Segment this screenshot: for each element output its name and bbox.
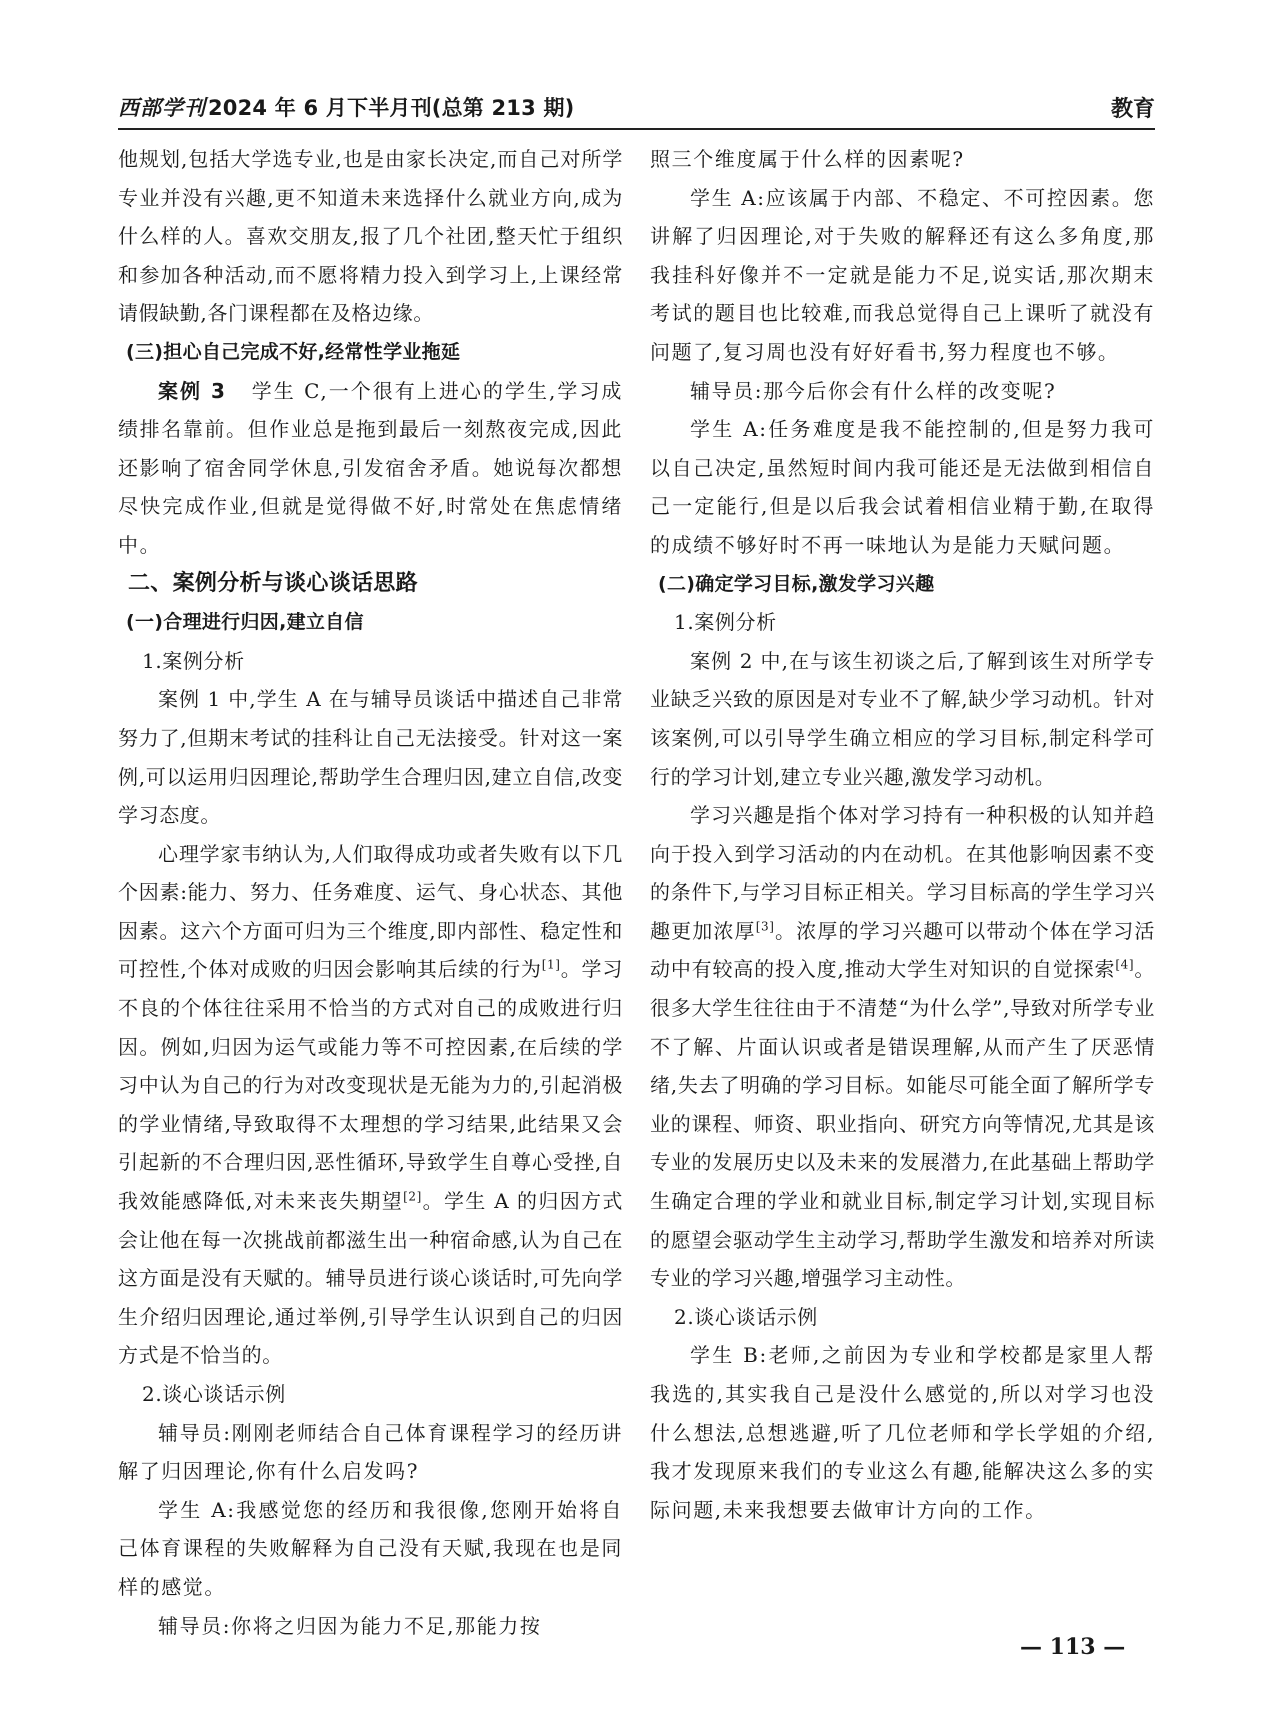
dialogue-line: 辅导员:那今后你会有什么样的改变呢? xyxy=(690,378,1057,403)
right-column xyxy=(650,140,1155,1529)
header-rule xyxy=(118,128,1155,130)
paragraph: 案例 1 中,学生 A 在与辅导员谈话中描述自己非常努力了,但期末考试的挂科让自己无法接受。针对这一案例,可以运用归因理论,帮助学生合理归因,建立自信,改变学习态度。 xyxy=(118,687,623,828)
issue-info: 2024 年 6 月下半月刊(总第 213 期) xyxy=(208,96,575,120)
citation: [1] xyxy=(541,957,561,972)
page-header xyxy=(118,92,1155,132)
paragraph: 他规划,包括大学选专业,也是由家长决定,而自己对所学专业并没有兴趣,更不知道未来选择什么就业方向,成为什么样的人。喜欢交朋友,报了几个社团,整天忙于组织和参加各种活动,而不愿将精力投入到学习上,上课经常请假缺勤,各门课程都在及格边缘。 xyxy=(118,147,623,326)
dialogue-line: 辅导员:刚刚老师结合自己体育课程学习的经历讲解了归因理论,你有什么启发吗? xyxy=(118,1420,623,1484)
journal-logo: 西部学刊 xyxy=(118,95,206,120)
left-column xyxy=(118,140,623,1645)
paragraph xyxy=(118,835,623,1375)
part-heading: 二、案例分析与谈心谈话思路 xyxy=(128,570,418,596)
numbered-heading: 2.谈心谈话示例 xyxy=(142,1382,286,1406)
text-run: 学习兴趣是指个体对学习持有一种积极的认知并趋向于投入到学习活动的内在动机。在其他影响因素不变的条件下,与学习目标正相关。学习目标高的学生学习兴趣更加浓厚 xyxy=(650,803,1155,943)
numbered-heading: 1.案例分析 xyxy=(142,648,245,673)
citation: [2] xyxy=(403,1189,422,1204)
citation: [3] xyxy=(755,919,775,934)
case-paragraph xyxy=(118,372,623,565)
section-heading: (三)担心自己完成不好,经常性学业拖延 xyxy=(126,340,461,363)
text-run: 。很多大学生往往由于不清楚“为什么学”,导致对所学专业不了解、片面认识或者是错误理解,从而产生了厌恶情绪,失去了明确的学习目标。如能尽可能全面了解所学专业的课程、师资、职业指向、研究方向等情况,尤其是该专业的发展历史以及未来的发展潜力,在此基础上帮助学生确定合理的学业和就业目标,制定学习计划,实现目标的愿望会驱动学生主动学习,帮助学生激发和培养对所读专业的学习兴趣,增强学习主动性。 xyxy=(650,957,1155,1291)
text-run: 心理学家韦纳认为,人们取得成功或者失败有以下几个因素:能力、努力、任务难度、运气、身心状态、其他因素。这六个方面可归为三个维度,即内部性、稳定性和可控性,个体对成败的归因会影响其后续的行为 xyxy=(118,841,623,982)
case-text: 学生 C,一个很有上进心的学生,学习成绩排名靠前。但作业总是拖到最后一刻熬夜完成,因此还影响了宿舍同学休息,引发宿舍矛盾。她说每次都想尽快完成作业,但就是觉得做不好,时常处在焦虑情绪中。 xyxy=(118,378,624,557)
paragraph: 案例 2 中,在与该生初谈之后,了解到该生对所学专业缺乏兴致的原因是对专业不了解,缺少学习动机。针对该案例,可以引导学生确立相应的学习目标,制定科学可行的学习计划,建立专业兴趣,激发学习动机。 xyxy=(650,648,1155,789)
numbered-heading: 2.谈心谈话示例 xyxy=(674,1304,818,1329)
numbered-heading: 1.案例分析 xyxy=(674,610,777,635)
dialogue-line: 学生 B:老师,之前因为专业和学校都是家里人帮我选的,其实我自己是没什么感觉的,所以对学习也没什么想法,总想逃避,听了几位老师和学长学姐的介绍,我才发现原来我们的专业这么有趣,能解决这么多的实际问题,未来我想要去做审计方向的工作。 xyxy=(650,1343,1155,1522)
text-run: 。浓厚的学习兴趣可以带动个体在学习活动中有较高的投入度,推动大学生对知识的自觉探索 xyxy=(650,918,1155,982)
dialogue-line: 学生 A:任务难度是我不能控制的,但是努力我可以自己决定,虽然短时间内我可能还是无法做到相信自己一定能行,但是以后我会试着相信业精于勤,在取得的成绩不够好时不再一味地认为是能力天赋问题。 xyxy=(650,417,1155,557)
citation: [4] xyxy=(1115,957,1135,972)
dialogue-line: 照三个维度属于什么样的因素呢? xyxy=(650,147,965,171)
dialogue-line: 辅导员:你将之归因为能力不足,那能力按 xyxy=(158,1613,542,1638)
page-number: — 113 — xyxy=(1020,1634,1126,1660)
dialogue-line: 学生 A:应该属于内部、不稳定、不可控因素。您讲解了归因理论,对于失败的解释还有这么多角度,那我挂科好像并不一定就是能力不足,说实话,那次期末考试的题目也比较难,而我总觉得自己上课听了就没有问题了,复习周也没有好好看书,努力程度也不够。 xyxy=(650,185,1155,364)
case-label: 案例 3 xyxy=(158,378,227,403)
section-heading: (二)确定学习目标,激发学习兴趣 xyxy=(658,572,935,595)
journal-title xyxy=(118,92,574,122)
paragraph xyxy=(650,796,1155,1298)
text-run: 。学生 A 的归因方式会让他在每一次挑战前都滋生出一种宿命感,认为自己在这方面是没有天赋的。辅导员进行谈心谈话时,可先向学生介绍归因理论,通过举例,引导学生认识到自己的归因方式是不恰当的。 xyxy=(118,1189,623,1368)
text-run: 。学习不良的个体往往采用不恰当的方式对自己的成败进行归因。例如,归因为运气或能力等不可控因素,在后续的学习中认为自己的行为对改变现状是无能为力的,引起消极的学业情绪,导致取得不太理想的学习结果,此结果又会引起新的不合理归因,恶性循环,导致学生自尊心受挫,自我效能感降低,对未来丧失期望 xyxy=(118,957,623,1214)
section-heading: (一)合理进行归因,建立自信 xyxy=(126,611,364,634)
dialogue-line: 学生 A:我感觉您的经历和我很像,您刚开始将自己体育课程的失败解释为自己没有天赋,我现在也是同样的感觉。 xyxy=(118,1497,623,1599)
section-label: 教育 xyxy=(1110,97,1155,122)
